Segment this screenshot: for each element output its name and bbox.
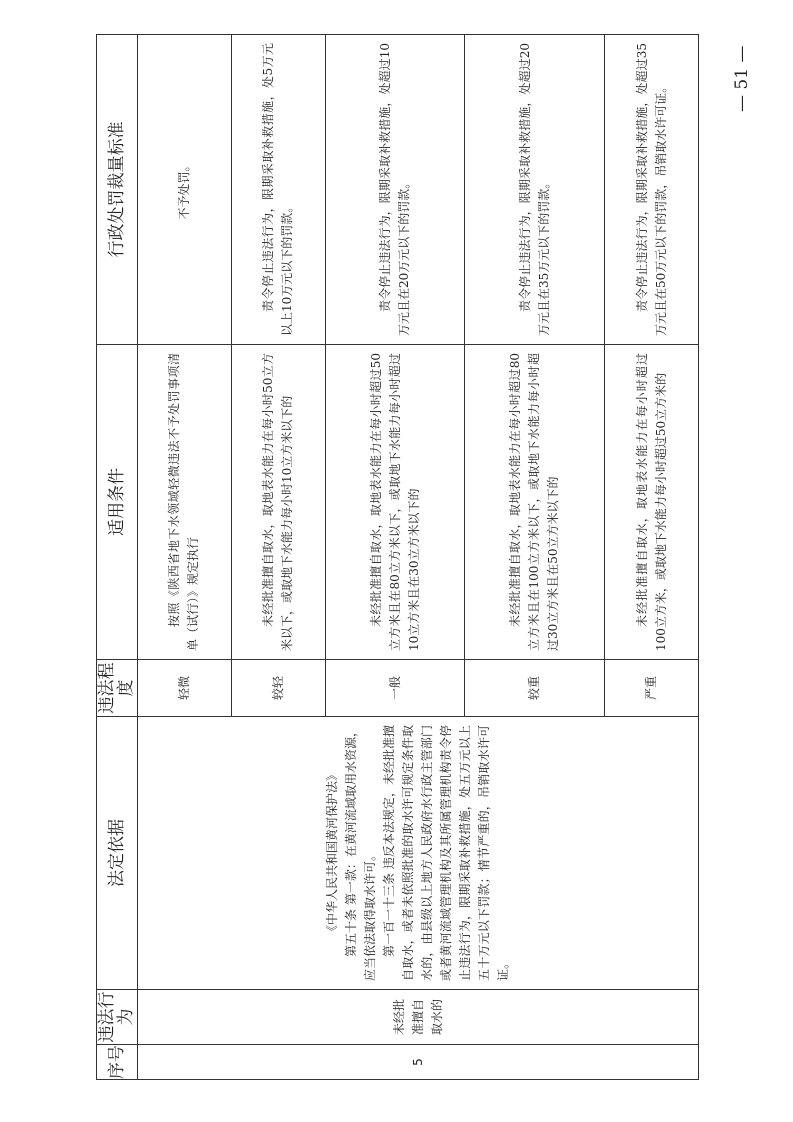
standard-cell: 责令停止违法行为，限期采取补救措施，处超过35万元且在50万元以下的罚款，吊销取水许可证。 [605, 35, 699, 345]
seq-cell: 5 [138, 1045, 699, 1080]
page-number: — 51 — [732, 45, 752, 112]
legal-basis-cell [138, 717, 699, 990]
header-degree: 违法程度 [97, 660, 138, 717]
condition-cell: 未经批准擅自取水，取地表水能力在每小时超过80立方米且在100立方米以下，或取地下水能力每小时超过30立方米且在50立方米以下的 [465, 345, 605, 660]
condition-cell: 未经批准擅自取水，取地表水能力在每小时超过100立方米，或取地下水能力每小时超过50立方米的 [605, 345, 699, 660]
degree-cell: 较轻 [231, 660, 325, 717]
basis-article-50: 第五十条 第一款：在黄河流域取用水资源，应当依法取得取水许可。 [344, 725, 377, 981]
header-seq: 序号 [97, 1045, 138, 1080]
violation-cell: 未经批准擅自取水的 [138, 990, 699, 1045]
header-violation: 违法行为 [97, 991, 136, 1043]
degree-cell: 严重 [605, 660, 699, 717]
degree-cell: 一般 [325, 660, 465, 717]
header-legal-basis: 法定依据 [97, 717, 138, 990]
standard-cell: 责令停止违法行为，限期采取补救措施，处超过10万元且在20万元以下的罚款。 [325, 35, 465, 345]
header-conditions: 适用条件 [97, 345, 138, 660]
standard-cell: 责令停止违法行为，限期采取补救措施，处5万元以上10万元以下的罚款。 [231, 35, 325, 345]
condition-cell: 按照《陕西省地下水领域轻微违法不予处罚事项清单（试行）》规定执行 [138, 345, 232, 660]
penalty-discretion-table [96, 34, 699, 1080]
standard-cell: 不予处罚。 [138, 35, 232, 345]
table-row [138, 35, 232, 1080]
degree-cell: 较重 [465, 660, 605, 717]
basis-law-title: 《中华人民共和国黄河保护法》 [325, 769, 339, 938]
condition-cell: 未经批准擅自取水，取地表水能力在每小时50立方米以下，或取地下水能力每小时10立方米以下的 [231, 345, 325, 660]
degree-cell: 轻微 [138, 660, 232, 717]
condition-cell: 未经批准擅自取水，取地表水能力在每小时超过50立方米且在80立方米以下，或取地下水能力每小时超过10立方米且在30立方米以下的 [325, 345, 465, 660]
basis-article-113: 第一百一十三条 违反本法规定，未经批准擅自取水，或者未依照批准的取水许可规定条件取水的，由县级以上地方人民政府水行政主管部门或者黄河流域管理机构及其所属管理机构责令停止违法行为，限期采取补救措施，处五万元以上五十万元以下罚款；情节严重的，吊销取水许可证。 [382, 725, 510, 981]
header-standard: 行政处罚裁量标准 [97, 35, 138, 345]
standard-cell: 责令停止违法行为，限期采取补救措施，处超过20万元且在35万元以下的罚款。 [465, 35, 605, 345]
header-row [97, 35, 138, 1080]
